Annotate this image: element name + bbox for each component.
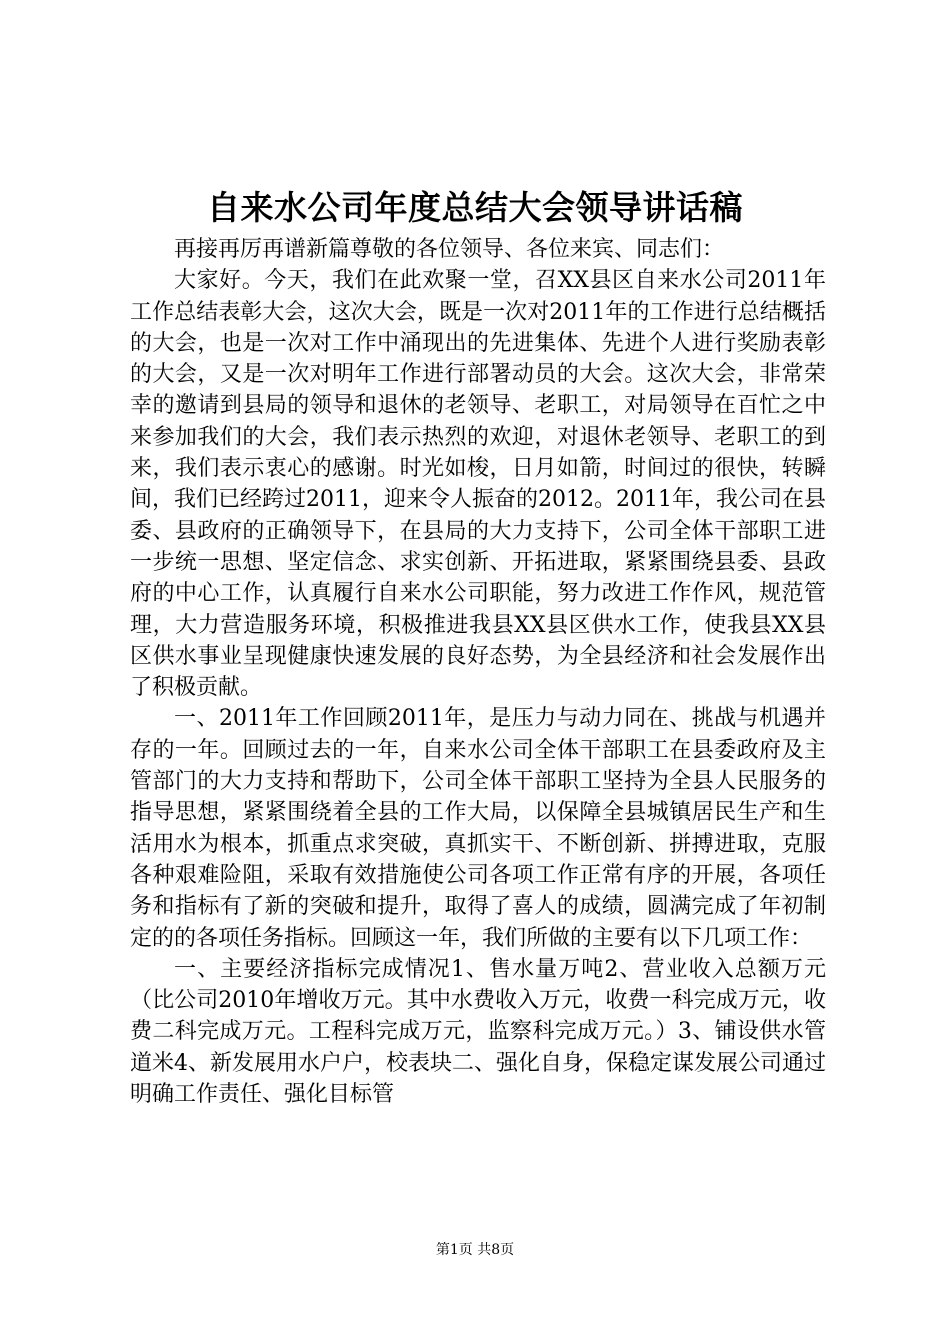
paragraph-indicators: 一、主要经济指标完成情况1、售水量万吨2、营业收入总额万元（比公司2010年增收万元。其中水费收入万元，收费一科完成万元，收费二科完成万元。工程科完成万元，监察科完成万元。）3、铺设供水管道米4、新发展用水户户，校表块二、强化自身，保稳定谋发展公司通过明确工作责任、强化目标管	[130, 956, 826, 1108]
document-body	[130, 234, 826, 1110]
paragraph-salutation: 再接再厉再谱新篇尊敬的各位领导、各位来宾、同志们：	[174, 237, 725, 262]
page-number-footer: 第1页 共8页	[435, 1242, 515, 1258]
document-title: 自来水公司年度总结大会领导讲话稿	[207, 188, 743, 227]
paragraph-opening: 大家好。今天，我们在此欢聚一堂，召XX县区自来水公司2011年工作总结表彰大会，这次大会，既是一次对2011年的工作进行总结概括的大会，也是一次对工作中涌现出的先进集体、先进个人进行奖励表彰的大会，又是一次对明年工作进行部署动员的大会。这次大会，非常荣幸的邀请到县局的领导和退休的老领导、老职工，对局领导在百忙之中来参加我们的大会，我们表示热烈的欢迎，对退休老领导、老职工的到来，我们表示衷心的感谢。时光如梭，日月如箭，时间过的很快，转瞬间，我们已经跨过2011，迎来令人振奋的2012。2011年，我公司在县委、县政府的正确领导下，在县局的大力支持下，公司全体干部职工进一步统一思想、坚定信念、求实创新、开拓进取，紧紧围绕县委、县政府的中心工作，认真履行自来水公司职能，努力改进工作作风，规范管理，大力营造服务环境，积极推进我县XX县区供水工作，使我县XX县区供水事业呈现健康快速发展的良好态势，为全县经济和社会发展作出了积极贡献。	[130, 268, 826, 701]
paragraph-review: 一、2011年工作回顾2011年，是压力与动力同在、挑战与机遇并存的一年。回顾过去的一年，自来水公司全体干部职工在县委政府及主管部门的大力支持和帮助下，公司全体干部职工坚持为全县人民服务的指导思想，紧紧围绕着全县的工作大局，以保障全县城镇居民生产和生活用水为根本，抓重点求突破，真抓实干、不断创新、拼搏进取，克服各种艰难险阻，采取有效措施使公司各项工作正常有序的开展，各项任务和指标有了新的突破和提升，取得了喜人的成绩，圆满完成了年初制定的的各项任务指标。回顾这一年，我们所做的主要有以下几项工作：	[130, 706, 826, 951]
